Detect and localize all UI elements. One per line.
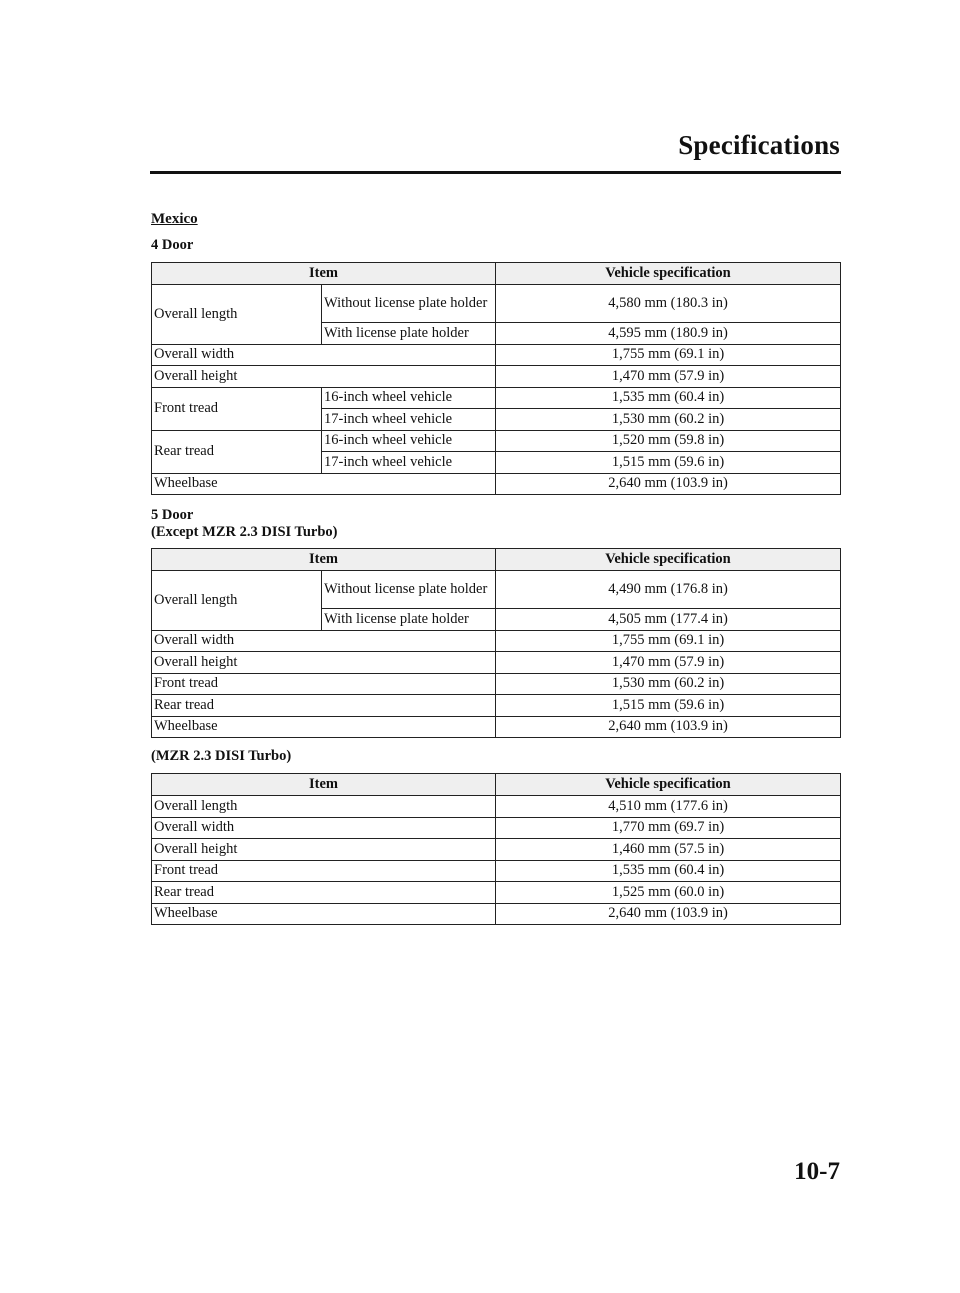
value-cell: 2,640 mm (103.9 in) <box>496 473 841 495</box>
table-row <box>152 430 841 452</box>
item-cell: Front tread <box>152 387 322 430</box>
value-cell: 2,640 mm (103.9 in) <box>496 903 841 925</box>
table-row <box>152 796 841 818</box>
subitem-cell: Without license plate holder <box>322 285 496 323</box>
item-cell: Front tread <box>152 673 496 695</box>
table-row <box>152 285 841 323</box>
table-row <box>152 630 841 652</box>
value-cell: 1,460 mm (57.5 in) <box>496 839 841 861</box>
value-cell: 1,515 mm (59.6 in) <box>496 695 841 717</box>
item-cell: Overall width <box>152 630 496 652</box>
item-cell: Overall width <box>152 344 496 366</box>
table-row <box>152 652 841 674</box>
item-cell: Rear tread <box>152 695 496 717</box>
value-cell: 1,520 mm (59.8 in) <box>496 430 841 452</box>
section-heading-line: (Except MZR 2.3 DISI Turbo) <box>151 524 338 540</box>
spec-table-turbo <box>151 773 841 925</box>
table-row <box>152 344 841 366</box>
table-row <box>152 839 841 861</box>
item-cell: Overall height <box>152 839 496 861</box>
item-cell: Overall length <box>152 796 496 818</box>
value-cell: 2,640 mm (103.9 in) <box>496 716 841 738</box>
value-cell: 1,770 mm (69.7 in) <box>496 817 841 839</box>
table-row <box>152 673 841 695</box>
item-cell: Overall height <box>152 652 496 674</box>
value-cell: 1,525 mm (60.0 in) <box>496 882 841 904</box>
subitem-cell: 16-inch wheel vehicle <box>322 430 496 452</box>
value-cell: 1,755 mm (69.1 in) <box>496 630 841 652</box>
region-heading: Mexico <box>151 211 198 227</box>
section-heading-4-door: 4 Door <box>151 237 194 253</box>
page-number: 10-7 <box>794 1158 840 1185</box>
table-row <box>152 695 841 717</box>
column-header-item: Item <box>152 263 496 285</box>
value-cell: 1,515 mm (59.6 in) <box>496 452 841 474</box>
section-heading-turbo: (MZR 2.3 DISI Turbo) <box>151 748 292 764</box>
value-cell: 4,580 mm (180.3 in) <box>496 285 841 323</box>
subitem-cell: 17-inch wheel vehicle <box>322 452 496 474</box>
value-cell: 4,505 mm (177.4 in) <box>496 609 841 631</box>
table-row <box>152 387 841 409</box>
table-header-row <box>152 774 841 796</box>
table-row <box>152 817 841 839</box>
title-divider <box>150 171 841 174</box>
subitem-cell: With license plate holder <box>322 323 496 345</box>
table-header-row <box>152 549 841 571</box>
table-row <box>152 903 841 925</box>
value-cell: 1,535 mm (60.4 in) <box>496 860 841 882</box>
value-cell: 4,510 mm (177.6 in) <box>496 796 841 818</box>
table-row <box>152 366 841 388</box>
item-cell: Overall length <box>152 571 322 631</box>
value-cell: 1,530 mm (60.2 in) <box>496 673 841 695</box>
page-title: Specifications <box>678 130 840 160</box>
value-cell: 1,530 mm (60.2 in) <box>496 409 841 431</box>
column-header-item: Item <box>152 549 496 571</box>
table-row <box>152 860 841 882</box>
item-cell: Overall height <box>152 366 496 388</box>
table-row <box>152 882 841 904</box>
item-cell: Rear tread <box>152 430 322 473</box>
column-header-spec: Vehicle specification <box>496 549 841 571</box>
spec-table-5-door <box>151 548 841 738</box>
value-cell: 1,755 mm (69.1 in) <box>496 344 841 366</box>
item-cell: Wheelbase <box>152 473 496 495</box>
column-header-spec: Vehicle specification <box>496 774 841 796</box>
column-header-spec: Vehicle specification <box>496 263 841 285</box>
value-cell: 4,595 mm (180.9 in) <box>496 323 841 345</box>
table-row <box>152 716 841 738</box>
column-header-item: Item <box>152 774 496 796</box>
section-heading-5-door <box>151 507 338 541</box>
item-cell: Front tread <box>152 860 496 882</box>
section-heading-line: 5 Door <box>151 507 194 523</box>
subitem-cell: Without license plate holder <box>322 571 496 609</box>
subitem-cell: 16-inch wheel vehicle <box>322 387 496 409</box>
value-cell: 1,470 mm (57.9 in) <box>496 652 841 674</box>
value-cell: 4,490 mm (176.8 in) <box>496 571 841 609</box>
item-cell: Rear tread <box>152 882 496 904</box>
table-row <box>152 473 841 495</box>
subitem-cell: With license plate holder <box>322 609 496 631</box>
value-cell: 1,535 mm (60.4 in) <box>496 387 841 409</box>
item-cell: Overall length <box>152 285 322 345</box>
table-header-row <box>152 263 841 285</box>
item-cell: Overall width <box>152 817 496 839</box>
item-cell: Wheelbase <box>152 903 496 925</box>
subitem-cell: 17-inch wheel vehicle <box>322 409 496 431</box>
spec-table-4-door <box>151 262 841 495</box>
value-cell: 1,470 mm (57.9 in) <box>496 366 841 388</box>
item-cell: Wheelbase <box>152 716 496 738</box>
table-row <box>152 571 841 609</box>
